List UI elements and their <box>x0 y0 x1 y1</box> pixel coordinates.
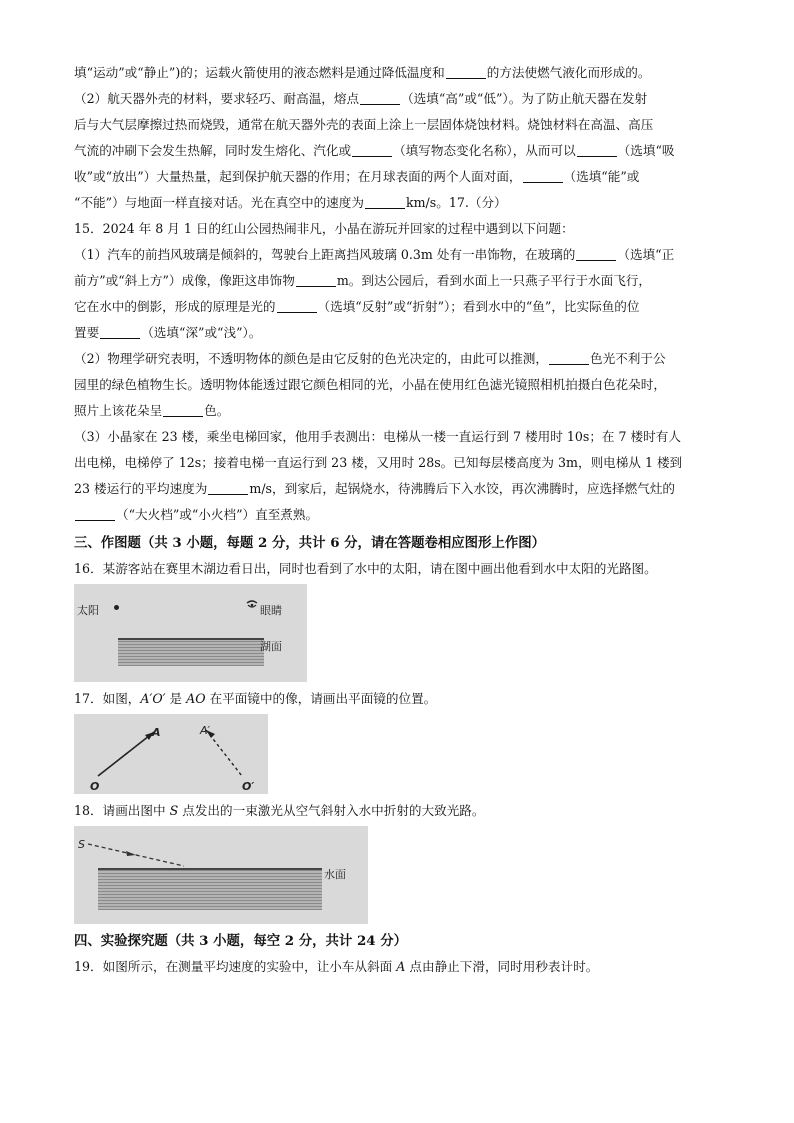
answer-blank[interactable] <box>352 142 392 157</box>
section-heading-drawing: 三、作图题（共 3 小题，每题 2 分，共计 6 分，请在答题卷相应图形上作图） <box>74 535 546 551</box>
answer-blank[interactable] <box>208 480 248 495</box>
page-content <box>74 60 724 980</box>
q15-part1: （1）汽车的前挡风玻璃是倾斜的，驾驶台上距离挡风玻璃 0.3m 处有一串饰物，在玻璃的 （选填“正 前方”或“斜上方”）成像，像距这串饰物 m。到达公园后，看到水面上一只燕子平行于水面飞行， 它在水中的倒影，形成的原理是光的 （选填“反射”或“折射”）；看到水中的“鱼”，比实际鱼的位 置要 （选填“深”或“浅”）。 <box>74 247 675 340</box>
q15-part2: （2）物理学研究表明，不透明物体的颜色是由它反射的色光决定的，由此可以推测， 色光不利于公 园里的绿色植物生长。透明物体能透过跟它颜色相同的光，小晶在使用红色滤光镜照相机拍摄白色花朵时， 照片上该花朵呈 色。 <box>74 351 666 418</box>
lake-surface <box>118 638 264 666</box>
water-label: 水面 <box>324 868 346 881</box>
section-heading-experiment: 四、实验探究题（共 3 小题，每空 2 分，共计 24 分） <box>74 933 408 949</box>
answer-blank[interactable] <box>277 298 317 313</box>
answer-blank[interactable] <box>360 90 400 105</box>
q18-figure <box>74 826 368 924</box>
answer-blank[interactable] <box>75 506 115 521</box>
q15-intro: 15．2024 年 8 月 1 日的红山公园热闹非凡，小晶在游玩并回家的过程中遇到以下问题： <box>74 221 574 236</box>
point-o-label: O <box>90 780 100 793</box>
answer-blank[interactable] <box>446 64 486 79</box>
q17-text: 17．如图，A′O′ 是 AO 在平面镜中的像，请画出平面镜的位置。 <box>74 691 437 706</box>
point-o-prime-label: O′ <box>242 780 255 793</box>
sun-dot <box>114 605 119 610</box>
point-a-prime-label: A′ <box>200 724 211 737</box>
sun-label: 太阳 <box>77 604 99 617</box>
answer-blank[interactable] <box>163 402 203 417</box>
water-surface <box>98 868 322 910</box>
q17-diagram <box>74 714 268 794</box>
q14-part2: （2）航天器外壳的材料，要求轻巧、耐高温，熔点 （选填“高”或“低”）。为了防止航天器在发射 后与大气层摩擦过热而烧毁，通常在航天器外壳的表面上涂上一层固体烧蚀材料。烧蚀材料在高温、高压 气流的冲刷下会发生热解，同时发生熔化、汽化或 （填写物态变化名称），从而可以 （选填“吸 收”或“放出”）大量热量，起到保护航天器的作用；在月球表面的两个人面对面， （选填“能”或 “不能”）与地面一样直接对话。光在真空中的速度为 km/s。17.（分） <box>74 91 675 210</box>
answer-blank[interactable] <box>577 142 617 157</box>
answer-blank[interactable] <box>100 324 140 339</box>
answer-blank[interactable] <box>365 194 405 209</box>
q18-text: 18．请画出图中 S 点发出的一束激光从空气斜射入水中折射的大致光路。 <box>74 803 485 818</box>
q15-part3: （3）小晶家在 23 楼，乘坐电梯回家，他用手表测出：电梯从一楼一直运行到 7 楼用时 10s；在 7 楼时有人 出电梯，电梯停了 12s；接着电梯一直运行到 23 楼，又用时 28s。已知每层楼高度为 3m，则电梯从 1 楼到 23 楼运行的平均速度为 m/s，到家后，起锅烧水，待沸腾后下入水饺，再次沸腾时，应选择燃气灶的 （“大火档”或“小火档”）直至煮熟。 <box>74 429 683 522</box>
answer-blank[interactable] <box>576 246 616 261</box>
eye-label: 眼睛 <box>260 604 282 617</box>
answer-blank[interactable] <box>523 168 563 183</box>
eye-icon <box>246 600 258 610</box>
q14-line1: 填“运动”或“静止”)的；运载火箭使用的液态燃料是通过降低温度和 的方法使燃气液化而形成的。 <box>74 65 651 80</box>
answer-blank[interactable] <box>296 272 336 287</box>
q16-text: 16．某游客站在赛里木湖边看日出，同时也看到了水中的太阳，请在图中画出他看到水中太阳的光路图。 <box>74 561 657 576</box>
lake-label: 湖面 <box>260 640 282 653</box>
point-a-label: A <box>152 726 161 739</box>
q19-text: 19．如图所示，在测量平均速度的实验中，让小车从斜面 A 点由静止下滑，同时用秒表计时。 <box>74 959 599 974</box>
q17-figure <box>74 714 268 794</box>
q16-figure <box>74 584 307 682</box>
answer-blank[interactable] <box>549 350 589 365</box>
point-s-label: S <box>78 838 85 851</box>
